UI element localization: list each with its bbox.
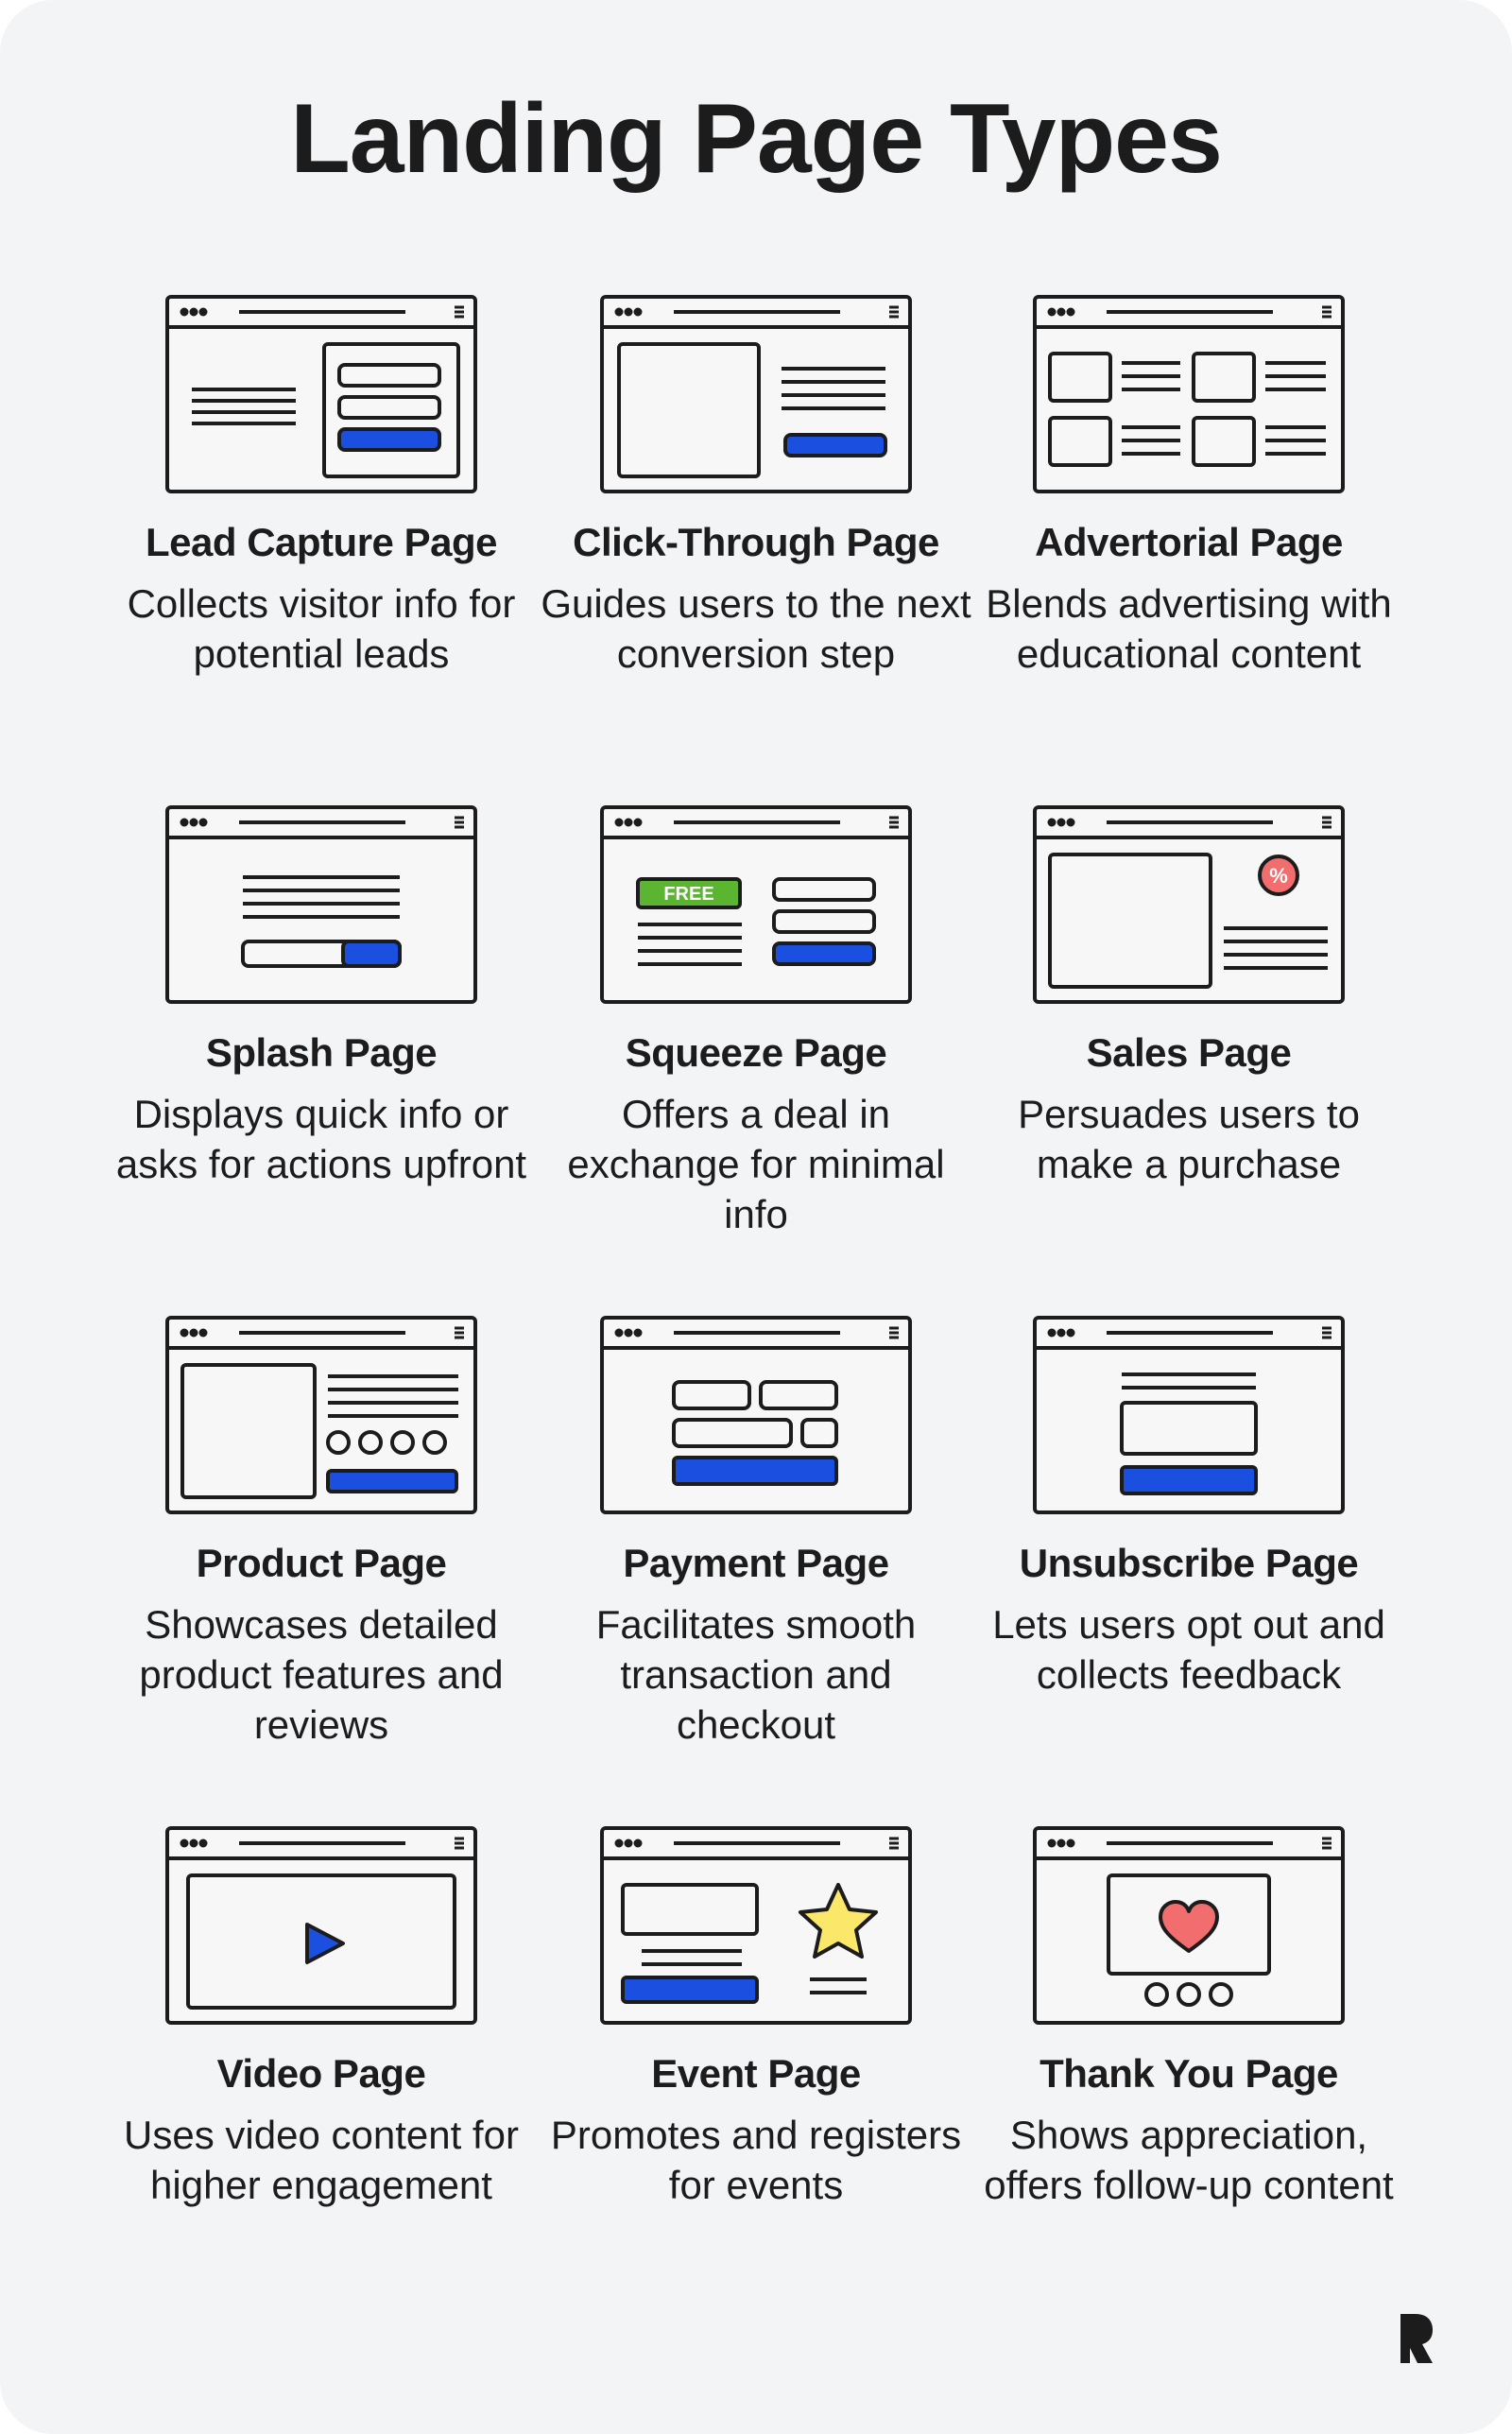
item-video (104, 1826, 539, 2210)
item-title: Splash Page (205, 1030, 438, 1075)
item-title: Lead Capture Page (146, 520, 497, 564)
brand-logo-icon (1399, 2312, 1435, 2365)
heart-window-icon (1033, 1826, 1345, 2025)
item-description: Uses video content for higher engagement (124, 2113, 519, 2207)
item-unsubscribe (971, 1316, 1406, 1700)
item-title: Click-Through Page (573, 520, 939, 564)
item-title: Unsubscribe Page (1019, 1541, 1359, 1585)
item-event (539, 1826, 973, 2210)
item-click-through (539, 295, 973, 679)
item-title: Video Page (216, 2051, 426, 2096)
item-description: Displays quick info or asks for actions upfront (115, 1092, 527, 1186)
video-play-window-icon (165, 1826, 477, 2025)
item-title: Event Page (651, 2051, 861, 2096)
payment-form-window-icon (600, 1316, 912, 1514)
discount-window-icon (1033, 805, 1345, 1004)
free-badge-label: FREE (663, 884, 714, 905)
item-description: Offers a deal in exchange for minimal info (567, 1092, 945, 1236)
item-title: Thank You Page (1040, 2051, 1338, 2096)
item-description: Persuades users to make a purchase (1018, 1092, 1360, 1186)
event-star-window-icon (600, 1826, 912, 2025)
item-splash (104, 805, 539, 1189)
page-title: Landing Page Types (290, 84, 1222, 194)
item-lead-capture (104, 295, 539, 679)
item-description: Lets users opt out and collects feedback (992, 1602, 1385, 1697)
item-product (104, 1316, 539, 1750)
lead-form-window-icon (165, 295, 477, 493)
percent-badge-label: % (1269, 864, 1288, 888)
image-cta-window-icon (600, 295, 912, 493)
item-thank-you (971, 1826, 1406, 2210)
item-title: Squeeze Page (625, 1030, 887, 1075)
item-advertorial (971, 295, 1406, 679)
item-description: Guides users to the next conversion step (541, 581, 971, 676)
unsubscribe-window-icon (1033, 1316, 1345, 1514)
item-title: Sales Page (1086, 1030, 1292, 1075)
free-offer-window-icon (600, 805, 912, 1004)
item-title: Payment Page (623, 1541, 889, 1585)
item-sales (971, 805, 1406, 1189)
item-description: Facilitates smooth transaction and checkout (595, 1602, 917, 1747)
item-description: Collects visitor info for potential leads (127, 581, 516, 676)
item-description: Promotes and registers for events (550, 2113, 962, 2207)
article-grid-window-icon (1033, 295, 1345, 493)
item-description: Shows appreciation, offers follow-up content (984, 2113, 1394, 2207)
item-title: Advertorial Page (1035, 520, 1343, 564)
item-title: Product Page (196, 1541, 447, 1585)
text-progress-window-icon (165, 805, 477, 1004)
item-description: Showcases detailed product features and reviews (139, 1602, 504, 1747)
item-squeeze (539, 805, 973, 1239)
item-payment (539, 1316, 973, 1750)
product-window-icon (165, 1316, 477, 1514)
item-description: Blends advertising with educational content (986, 581, 1392, 676)
